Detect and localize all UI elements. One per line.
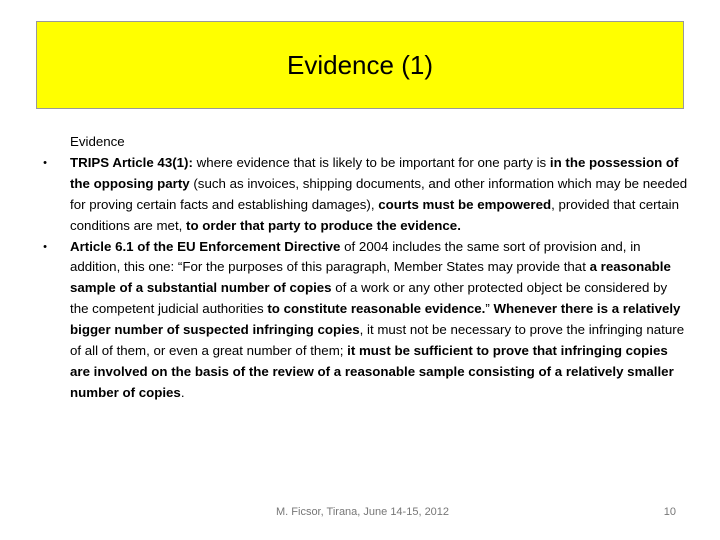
text-run: (such as invoices, shipping documents, and other information which may be needed for proving certain facts and establishing damages),: [70, 175, 688, 212]
text-run: of 2004 includes the same sort of provision and, in addition, this one: “For the purposes of this paragraph, Member States may provide that: [70, 238, 641, 275]
text-run: of a work or any other protected object be considered by the competent judicial authorities: [70, 280, 668, 317]
text-run: Article 6.1 of the EU Enforcement Directive: [70, 238, 341, 254]
slide-title: Evidence (1): [287, 49, 433, 80]
text-run: where evidence that is likely to be important for one party is: [196, 154, 550, 170]
text-run: , provided that certain conditions are met,: [70, 196, 679, 233]
text-run: to order that party to produce the evidence.: [186, 217, 461, 233]
bullet-eu-directive: [40, 237, 688, 404]
text-run: it must be sufficient to prove that infringing copies are involved on the basis of the review of a reasonable sample consisting of a relatively smaller number of copies: [70, 343, 674, 400]
text-run: in the possession of the opposing party: [70, 154, 679, 191]
text-run: , it must not be necessary to prove the infringing nature of all of them, or even a great number of them;: [70, 322, 685, 359]
bullet-trips-article: [40, 153, 688, 237]
bullet-dot-icon: •: [43, 240, 47, 253]
page-number: 10: [663, 506, 676, 518]
bullet-dot-icon: •: [43, 156, 47, 169]
title-banner: [36, 21, 684, 109]
text-run: TRIPS Article 43(1):: [70, 154, 197, 170]
text-run: ”: [485, 301, 494, 317]
text-run: a reasonable sample of a substantial number of copies: [70, 259, 671, 296]
footer-credit: M. Ficsor, Tirana, June 14-15, 2012: [276, 506, 450, 518]
slide-body: [40, 132, 688, 404]
slide-footer: [0, 506, 720, 524]
text-run: courts must be empowered: [378, 196, 552, 212]
text-run: .: [180, 384, 185, 400]
text-run: to constitute reasonable evidence.: [267, 301, 486, 317]
text-run: Whenever there is a relatively bigger number of suspected infringing copies: [70, 301, 681, 338]
section-heading: Evidence: [70, 134, 125, 149]
